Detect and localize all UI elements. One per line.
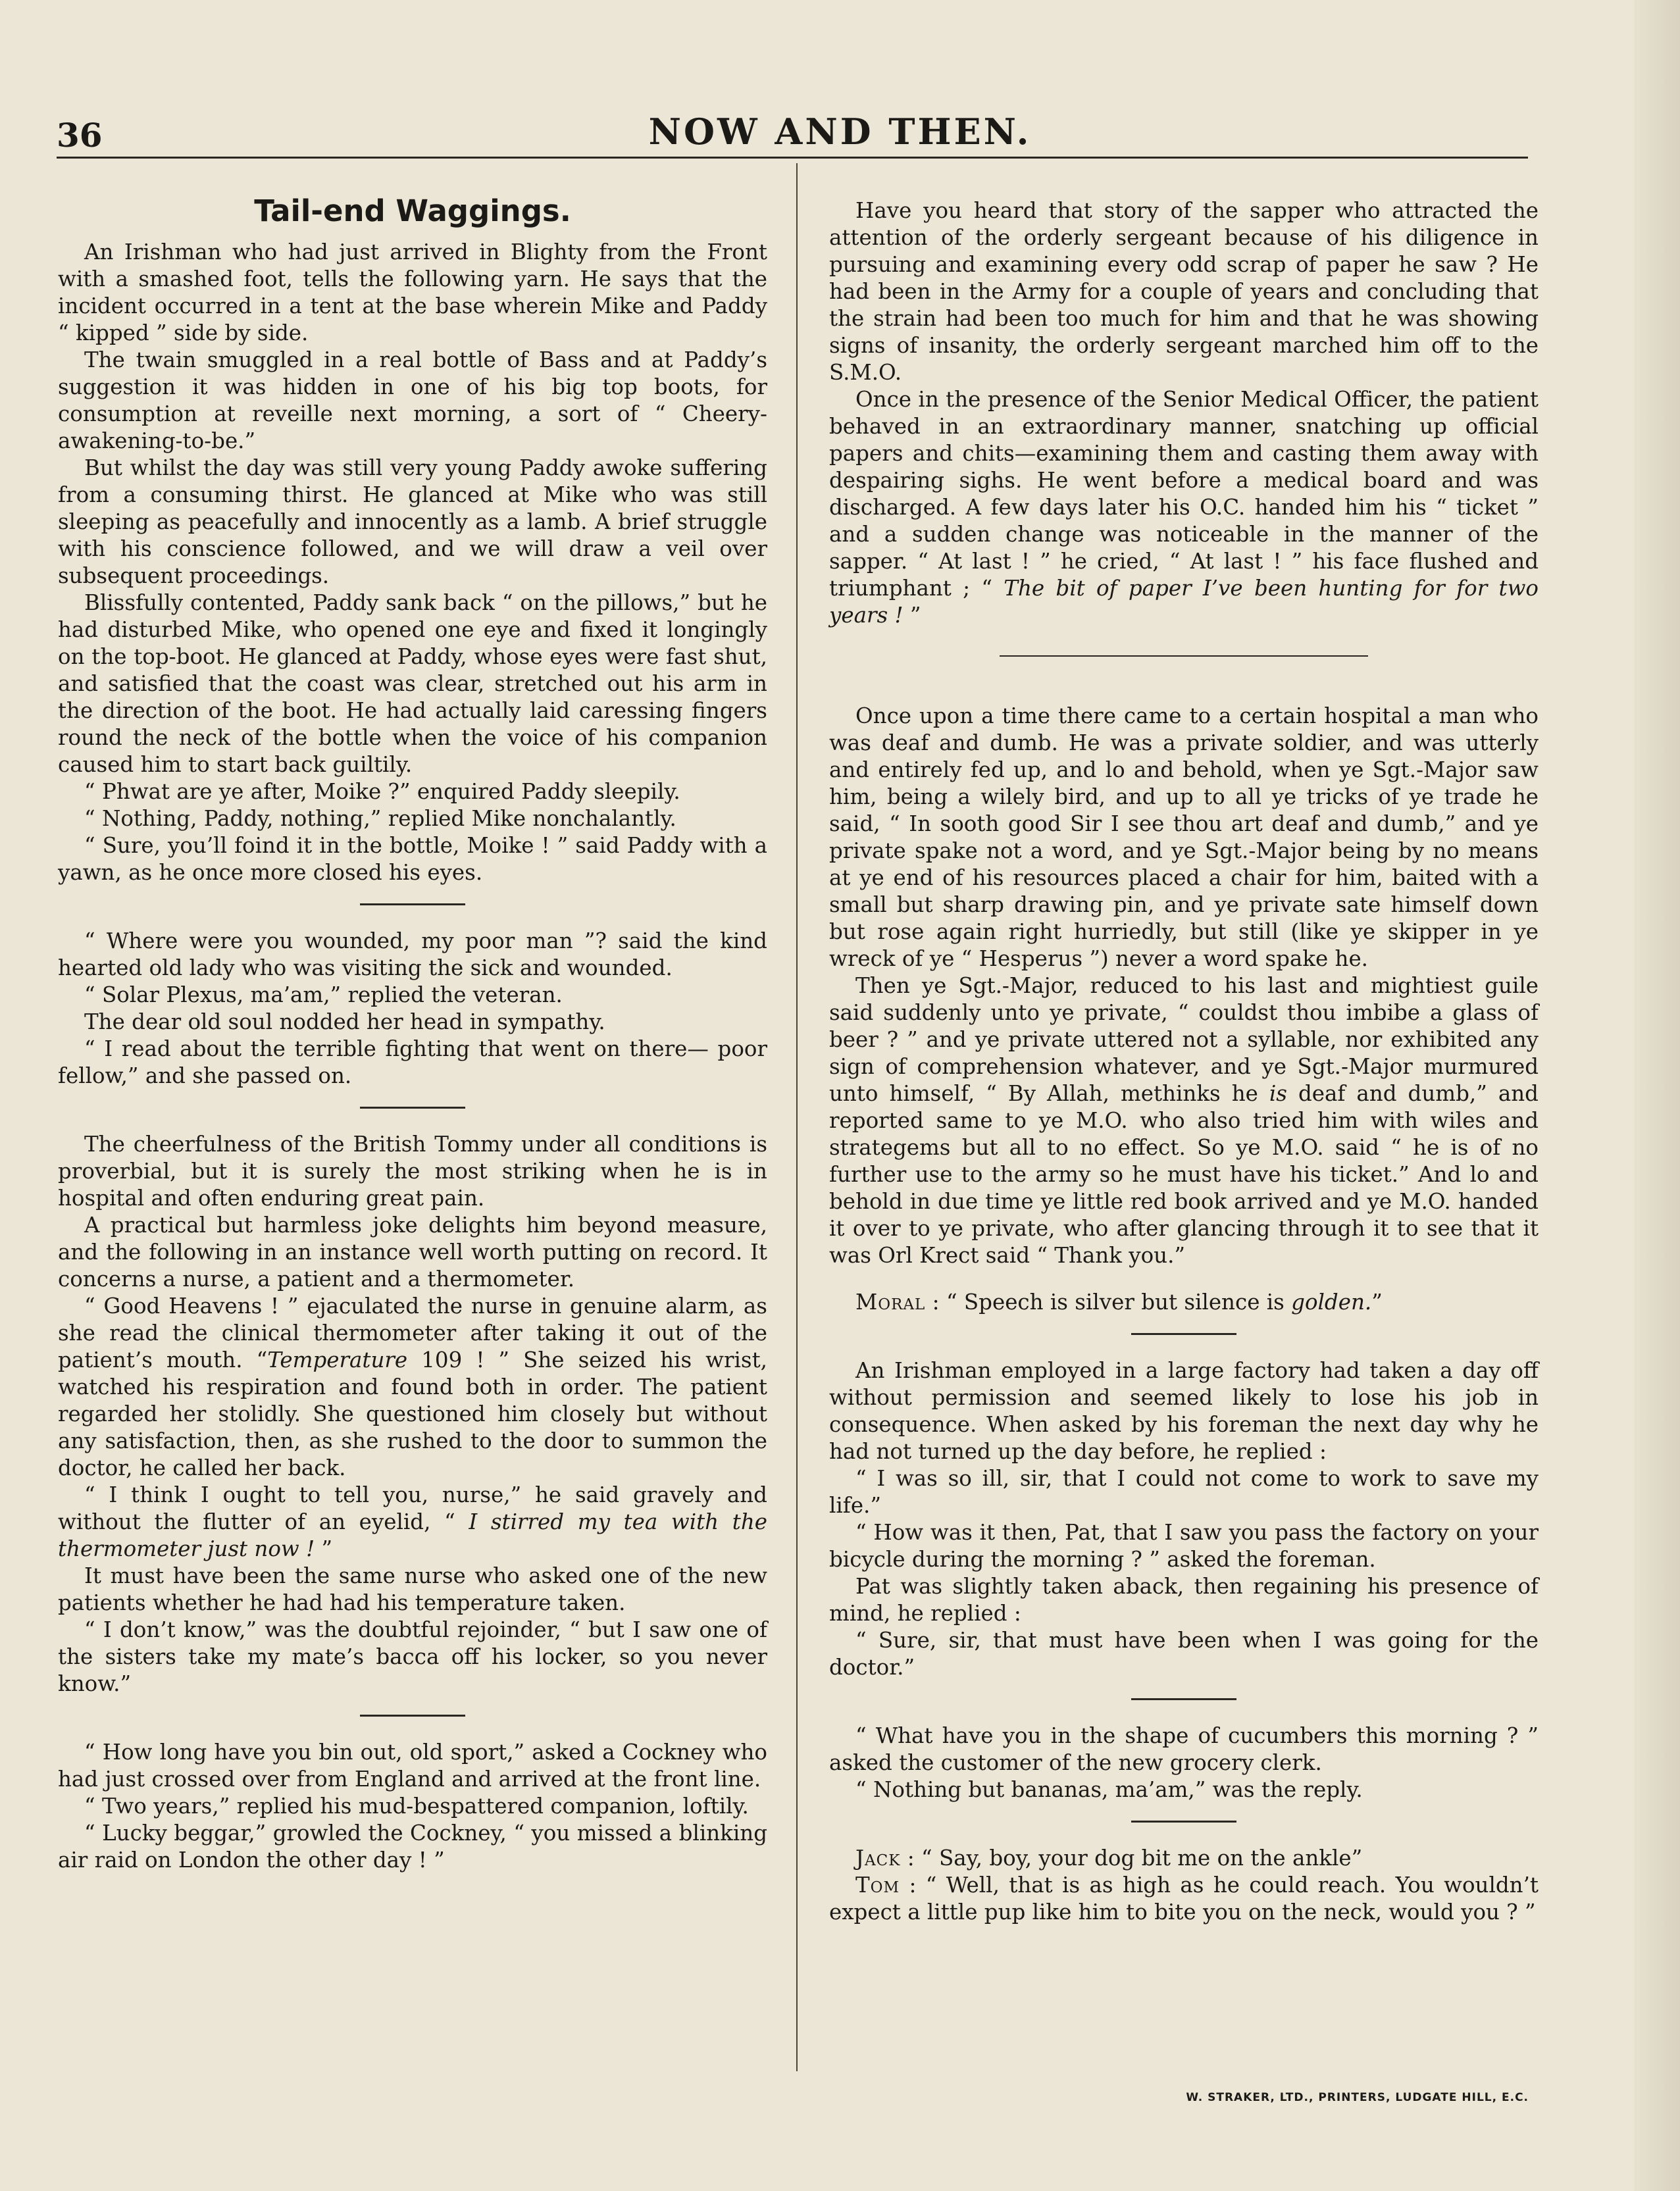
- text-run: Then ye Sgt.-Major, reduced to his last and mightiest guile said suddenly unto ye private, “ couldst thou imbibe a glass of beer ? ” and ye private uttered not a syllable, nor exhibited any sign of comprehension whatever, and ye Sgt.-Major murmured unto himself, “ By Allah, methinks he: [829, 973, 1539, 1106]
- header-rule: [57, 157, 1528, 159]
- paragraph: “ I was so ill, sir, that I could not come to work to save my life.”: [829, 1466, 1539, 1518]
- moral-line: [829, 1289, 1539, 1316]
- paragraph: An Irishman who had just arrived in Blighty from the Front with a smashed foot, tells the following yarn. He says that the incident occurred in a tent at the base wherein Mike and Paddy “ kipped ” side by side.: [58, 239, 767, 345]
- section-separator: [1131, 1698, 1236, 1700]
- paragraph: “ I read about the terrible fighting that went on there— poor fellow,” and she passed on.: [58, 1036, 767, 1088]
- italic-run: I stirred my tea with the thermometer just now !: [58, 1509, 767, 1561]
- paragraph: “ Nothing but bananas, ma’am,” was the reply.: [855, 1777, 1363, 1802]
- paragraph: [829, 972, 1539, 1269]
- paragraph: “ Sure, sir, that must have been when I was going for the doctor.”: [829, 1628, 1539, 1680]
- page-edge-shadow: [1634, 0, 1680, 2191]
- paragraph: “ Two years,” replied his mud-bespattered companion, loftily.: [84, 1794, 749, 1819]
- right-column: [829, 178, 1539, 1926]
- page-number: 36: [57, 116, 103, 155]
- paragraph: Once upon a time there came to a certain hospital a man who was deaf and dumb. He was a private soldier, and was utterly and entirely fed up, and lo and behold, when ye Sgt.-Major saw him, being a wilely bird, and up to all ye tricks of ye trade he said, “ In sooth good Sir I see thou art deaf and dumb,” and ye private spake not a word, and ye Sgt.-Major being by no means at ye end of his resources placed a chair for him, baited with a small but sharp drawing pin, and ye private sate himself down but rose again right hurriedly, but still (like ye skipper in ye wreck of ye “ Hesperus ”) never a word spake he.: [829, 703, 1539, 971]
- paragraph: Have you heard that story of the sapper who attracted the attention of the orderly sergeant because of his diligence in pursuing and examining every odd scrap of paper he saw ? He had been in the Army for a couple of years and concluding that the strain had been too much for him and that he was showing signs of insanity, the orderly sergeant marched him off to the S.M.O.: [829, 198, 1539, 385]
- paragraph: “ I don’t know,” was the doubtful rejoinder, “ but I saw one of the sisters take my mate’s bacca off his locker, so you never know.”: [58, 1617, 767, 1696]
- article-title: Tail-end Waggings.: [254, 193, 571, 228]
- dialogue-line-jack: [829, 1845, 1539, 1872]
- paragraph: “ How long have you bin out, old sport,” asked a Cockney who had just crossed over from England and arrived at the front line.: [58, 1740, 767, 1792]
- speaker-label: Tom: [855, 1873, 900, 1898]
- printer-imprint: W. STRAKER, LTD., PRINTERS, LUDGATE HILL, E.C.: [1186, 2091, 1529, 2104]
- paragraph: “ What have you in the shape of cucumbers this morning ? ” asked the customer of the new grocery clerk.: [829, 1723, 1539, 1775]
- paragraph: “ Nothing, Paddy, nothing,” replied Mike nonchalantly.: [84, 806, 676, 831]
- italic-run: Temperature: [267, 1347, 408, 1373]
- text-run: ”: [315, 1536, 333, 1561]
- section-separator: [1131, 1333, 1236, 1335]
- column-divider: [796, 163, 798, 2071]
- paragraph: [58, 1482, 767, 1563]
- paragraph: But whilst the day was still very young Paddy awoke suffering from a consuming thirst. He glanced at Mike who was still sleeping as peacefully and innocently as a lamb. A brief struggle with his conscience followed, and we will draw a veil over subsequent proceedings.: [58, 455, 767, 588]
- section-separator: [360, 1715, 465, 1717]
- paragraph: [829, 386, 1539, 629]
- text-run: deaf and dumb,” and reported same to ye M.O. who also tried him with wiles and strategems but all to no effect. So ye M.O. said “ he is of no further use to the army so he must have his ticket.” And lo and behold in due time ye little red book arrived and ye M.O. handed it over to ye private, who after glancing through it to see that it was Orl Krect said “ Thank you.”: [829, 1081, 1539, 1268]
- text-run: ”: [903, 603, 921, 628]
- paragraph: An Irishman employed in a large factory had taken a day off without permission and seemed likely to lose his job in consequence. When asked by his foreman the next day why he had not turned up the day before, he replied :: [829, 1358, 1539, 1464]
- paragraph: “ Where were you wounded, my poor man ”? said the kind hearted old lady who was visiting the sick and wounded.: [58, 928, 767, 980]
- paragraph: “ Sure, you’ll foind it in the bottle, Moike ! ” said Paddy with a yawn, as he once more closed his eyes.: [58, 833, 767, 885]
- paragraph: [58, 1293, 767, 1482]
- moral-label: Moral: [855, 1290, 926, 1315]
- text-run: : “ Speech is silver but silence is: [925, 1290, 1292, 1315]
- text-run: : “ Say, boy, your dog bit me on the ankle”: [900, 1846, 1363, 1871]
- text-run: : “ Well, that is as high as he could reach. You wouldn’t expect a little pup like him to bite you on the neck, would you ? ”: [829, 1873, 1539, 1925]
- masthead-title: NOW AND THEN.: [648, 111, 1032, 153]
- paragraph: The cheerfulness of the British Tommy under all conditions is proverbial, but it is surely the most striking when he is in hospital and often enduring great pain.: [58, 1132, 767, 1211]
- section-separator: [1131, 1821, 1236, 1823]
- dialogue-line-tom: [829, 1872, 1539, 1926]
- italic-run: is: [1269, 1081, 1287, 1106]
- text-run: “ Good Heavens ! ” ejaculated the nurse in genuine alarm, as she read the clinical thermometer after taking it out of the patient’s mouth. “: [58, 1294, 767, 1373]
- paragraph: “ Lucky beggar,” growled the Cockney, “ you missed a blinking air raid on London the other day ! ”: [58, 1821, 767, 1873]
- italic-run: The bit of paper I’ve been hunting for for two years !: [829, 576, 1539, 628]
- paragraph: It must have been the same nurse who asked one of the new patients whether he had had his temperature taken.: [58, 1563, 767, 1615]
- speaker-label: Jack: [855, 1846, 901, 1871]
- paragraph: The dear old soul nodded her head in sympathy.: [84, 1009, 605, 1034]
- italic-run: golden.: [1291, 1290, 1372, 1315]
- text-run: 109 ! ” She seized his wrist, watched his respiration and found both in order. The patient regarded her stolidly. She questioned him closely but without any satisfaction, then, as she rushed to the door to summon the doctor, he called her back.: [58, 1347, 767, 1480]
- section-separator: [1000, 655, 1368, 657]
- paragraph: Pat was slightly taken aback, then regaining his presence of mind, he replied :: [829, 1574, 1539, 1626]
- text-run: “ I think I ought to tell you, nurse,” he said gravely and without the flutter of an eyelid, “: [58, 1482, 767, 1534]
- paragraph: A practical but harmless joke delights him beyond measure, and the following in an instance well worth putting on record. It concerns a nurse, a patient and a thermometer.: [58, 1213, 767, 1292]
- text-run: ”: [1371, 1290, 1383, 1315]
- section-separator: [360, 903, 465, 905]
- paragraph: “ Phwat are ye after, Moike ?” enquired Paddy sleepily.: [84, 779, 680, 804]
- paragraph: “ How was it then, Pat, that I saw you pass the factory on your bicycle during the morning ? ” asked the foreman.: [829, 1520, 1539, 1572]
- paragraph: “ Solar Plexus, ma’am,” replied the veteran.: [84, 982, 563, 1007]
- section-separator: [360, 1107, 465, 1109]
- left-column: [58, 178, 767, 1874]
- paragraph: Blissfully contented, Paddy sank back “ on the pillows,” but he had disturbed Mike, who opened one eye and fixed it longingly on the top-boot. He glanced at Paddy, whose eyes were fast shut, and satisfied that the coast was clear, stretched out his arm in the direction of the boot. He had actually laid caressing fingers round the neck of the bottle when the voice of his companion caused him to start back guiltily.: [58, 590, 767, 777]
- text-run: Once in the presence of the Senior Medical Officer, the patient behaved in an extraordinary manner, snatching up official papers and chits—examining them and casting them away with despairing sighs. He went before a medical board and was discharged. A few days later his O.C. handed him his “ ticket ” and a sudden change was noticeable in the manner of the sapper. “ At last ! ” he cried, “ At last ! ” his face flushed and triumphant ; “: [829, 387, 1539, 601]
- paragraph: The twain smuggled in a real bottle of Bass and at Paddy’s suggestion it was hidden in one of his big top boots, for consumption at reveille next morning, a sort of “ Cheery-awakening-to-be.”: [58, 347, 767, 453]
